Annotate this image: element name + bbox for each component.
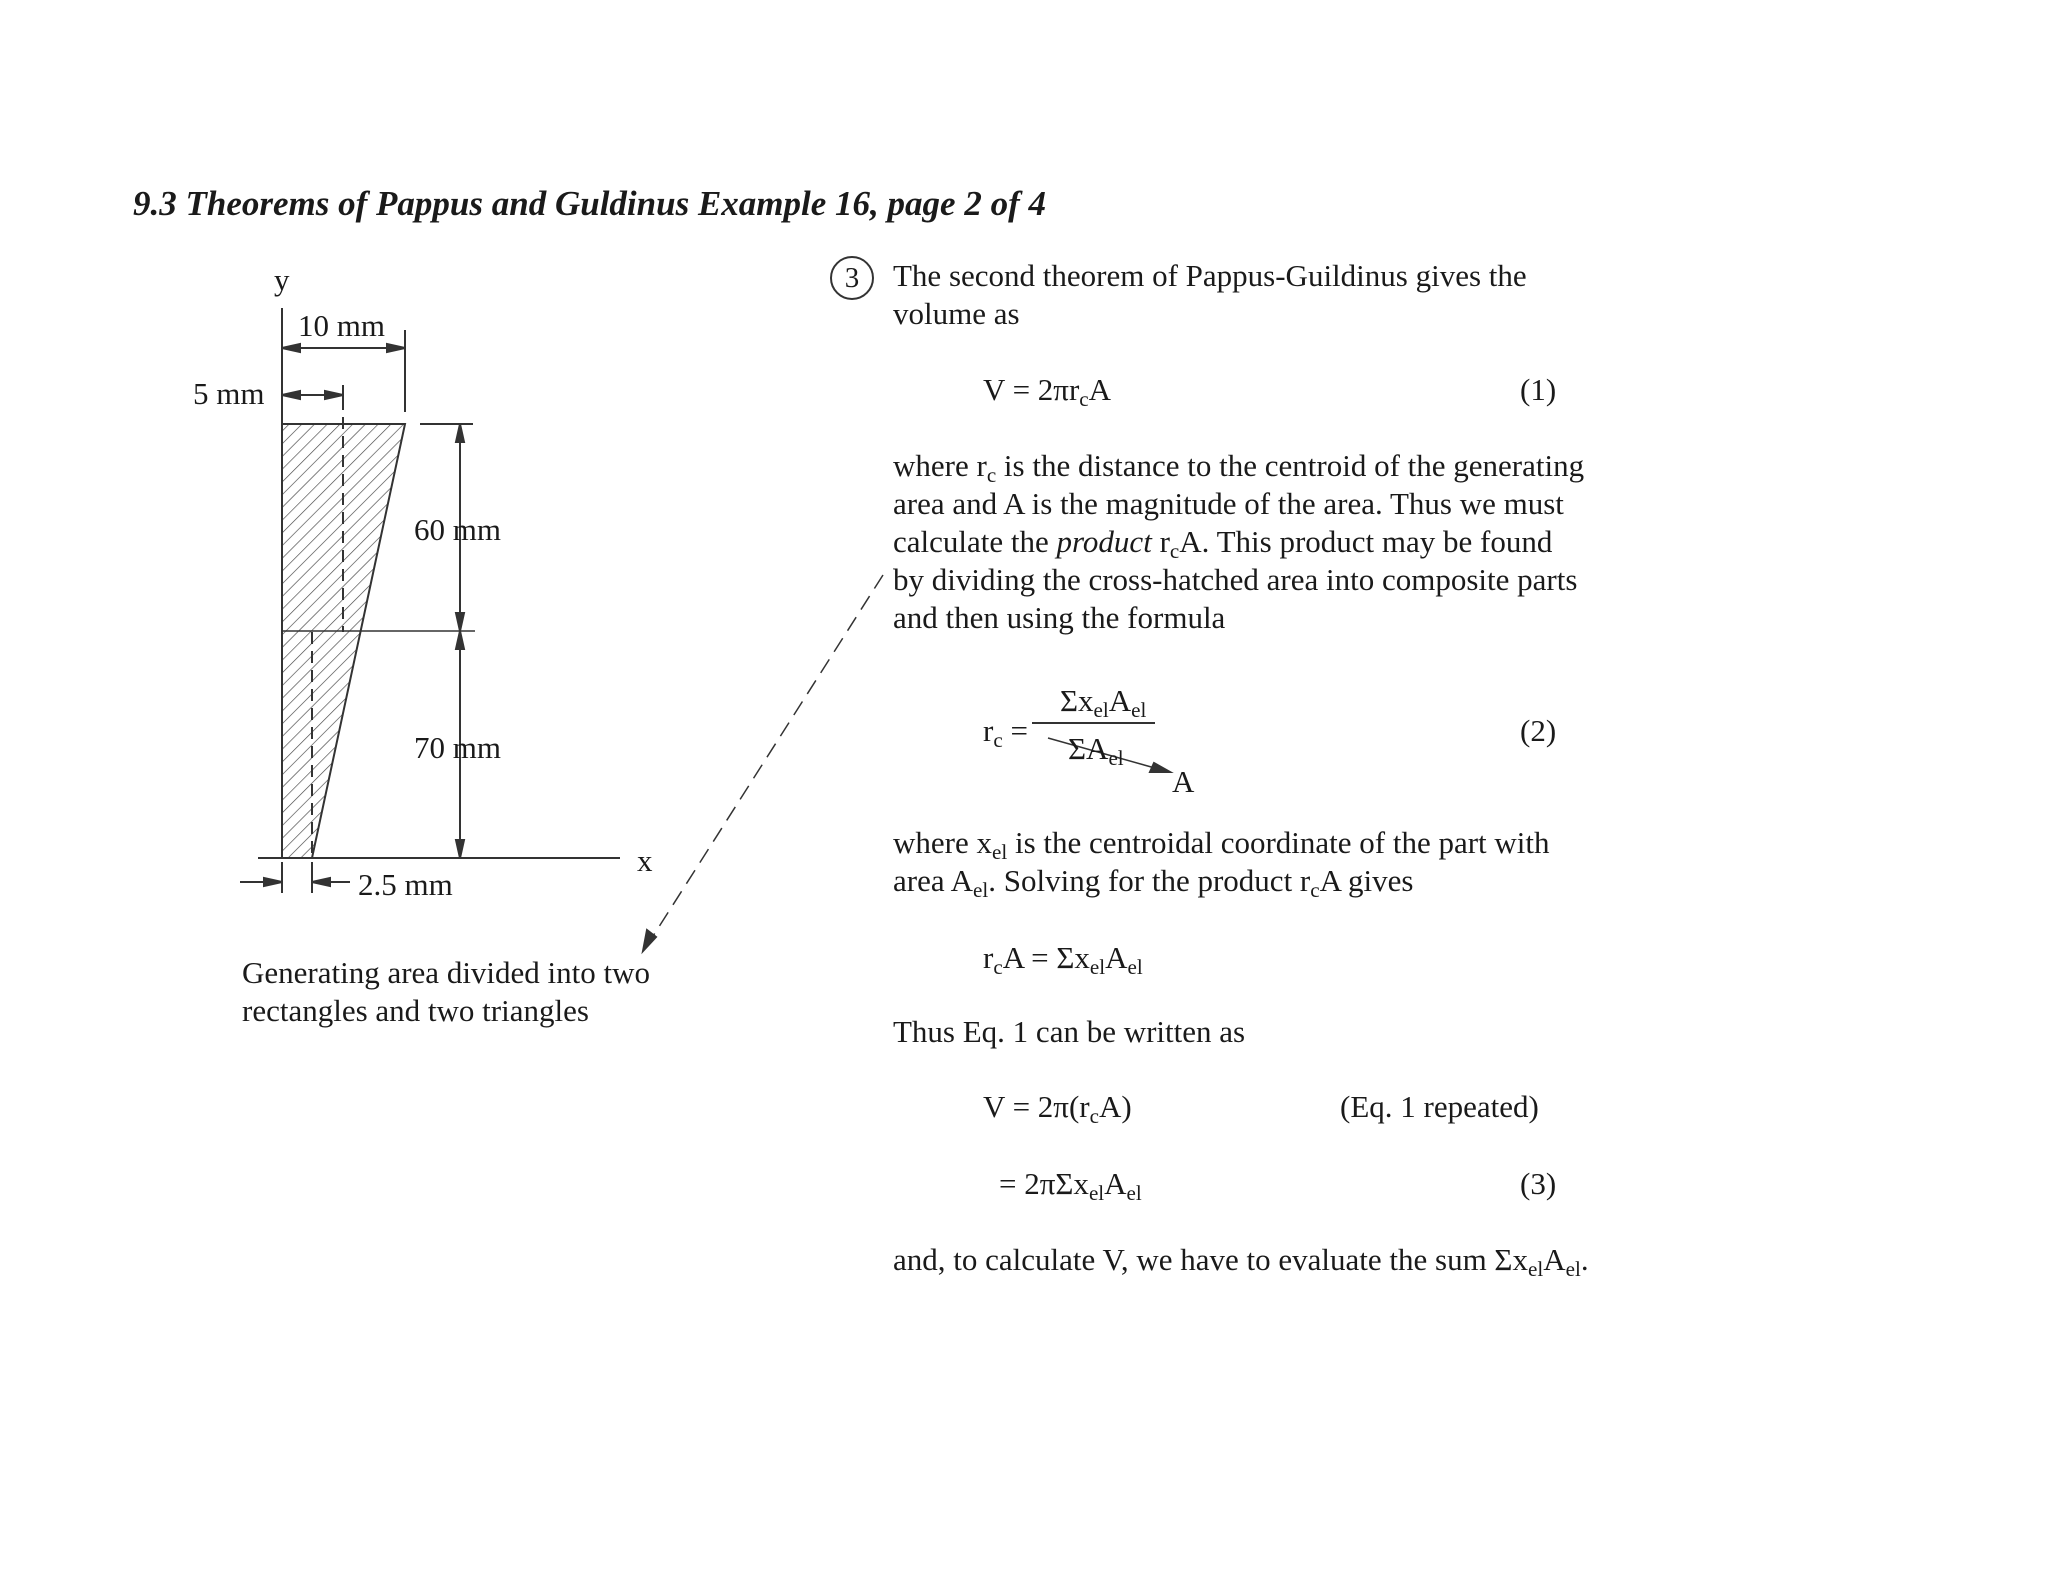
equation-rcA: $r_cA = \Sigma x_{el}A_{el}$ [983,940,1143,979]
para2-line-5: and then using the formula [893,600,1226,635]
para2-line-2: area and A is the magnitude of the area. Thus we must [893,486,1564,521]
equation-2-arrow-label: A [1172,764,1195,799]
hatched-area [282,424,405,858]
para3-line-1: where $x_{el}$ is the centroidal coordinate of the part with [893,825,1550,864]
equation-1-tag: (1) [1520,372,1557,407]
dim-10-label: 10 mm [298,308,385,343]
step-number-badge: 3 [830,256,874,300]
x-axis-label: x [637,843,653,878]
dim-5-label: 5 mm [193,376,265,411]
y-axis-label: y [274,262,290,297]
equation-2-denominator: $\Sigma A_{el}$ [1068,731,1124,770]
dim-25-label: 2.5 mm [358,867,453,902]
equation-3-tag: (3) [1520,1166,1557,1201]
equation-2-fraction-bar [1032,722,1155,724]
figure-caption-line-2: rectangles and two triangles [242,993,589,1028]
equation-1: $V = 2\pi r_cA$ [983,372,1112,411]
equation-1-repeated: $V = 2\pi(r_cA)$ [983,1089,1132,1128]
final-line: and, to calculate V, we have to evaluate the sum $\Sigma x_{el}A_{el}$. [893,1242,1589,1281]
dim-70-label: 70 mm [414,730,501,765]
dim-60-label: 60 mm [414,512,501,547]
equation-2-tag: (2) [1520,713,1557,748]
equation-3: = $2\pi\Sigma x_{el}A_{el}$ [999,1166,1142,1205]
equation-2-lhs: $r_c$ = [983,713,1028,752]
page-title: 9.3 Theorems of Pappus and Guldinus Example 16, page 2 of 4 [133,184,1046,223]
figure-caption-line-1: Generating area divided into two [242,955,651,990]
thus-line: Thus Eq. 1 can be written as [893,1014,1246,1049]
intro-line-1: The second theorem of Pappus-Guildinus gives the [893,258,1527,293]
para2-line-4: by dividing the cross-hatched area into composite parts [893,562,1578,597]
para2-line-3: calculate the product $r_cA$. This product may be found [893,524,1553,563]
intro-line-2: volume as [893,296,1020,331]
equation-2-numerator: $\Sigma x_{el}A_{el}$ [1060,683,1147,722]
para2-line-1: where $r_c$ is the distance to the centroid of the generating [893,448,1585,487]
equation-1-repeated-tag: (Eq. 1 repeated) [1340,1089,1539,1124]
leader-dashed-line [648,575,883,944]
para3-line-2: area $A_{el}$. Solving for the product $r_cA$ gives [893,863,1414,902]
